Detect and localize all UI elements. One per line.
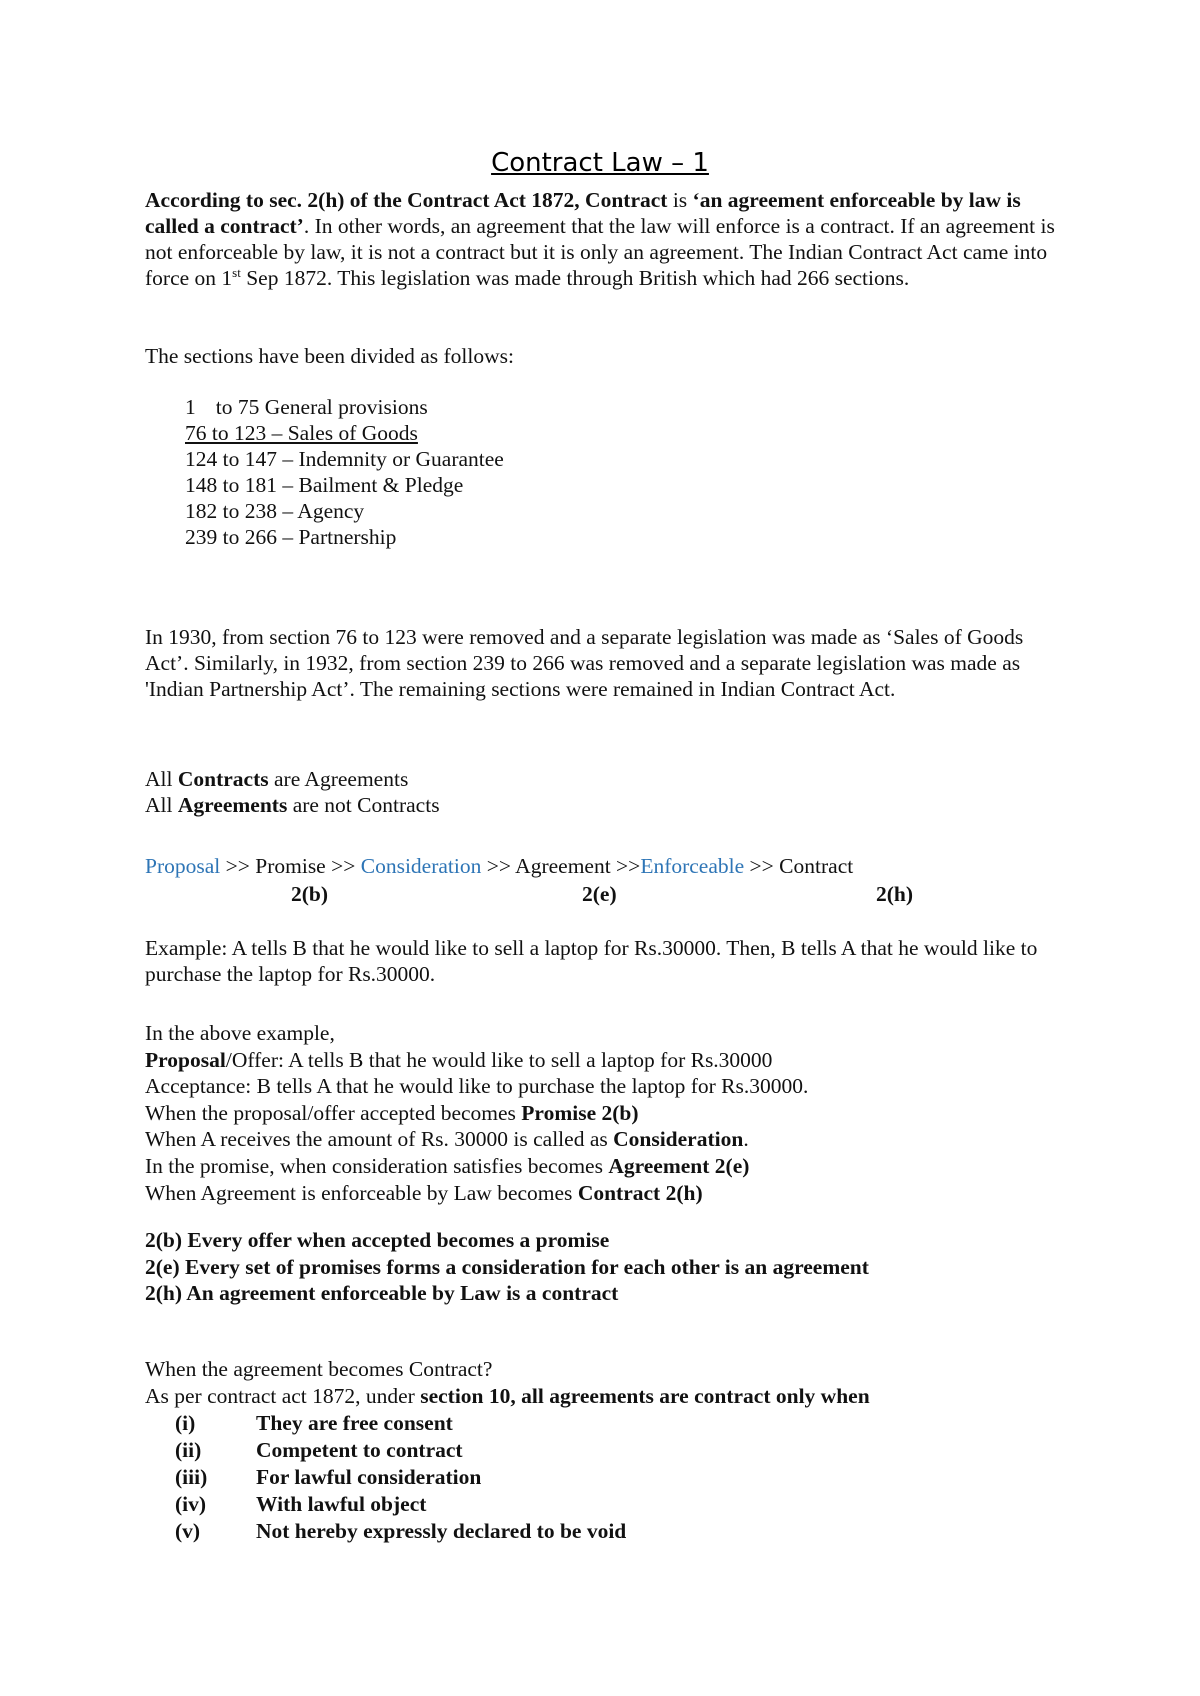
flow-sections	[0, 880, 1200, 908]
flow-proposal: Proposal	[145, 854, 221, 878]
intro-bold-1: According to sec. 2(h) of the Contract Act 1872, Contract	[145, 188, 668, 212]
flow-consideration: Consideration	[360, 854, 482, 878]
consideration-line	[145, 1126, 1065, 1153]
list-item: 182 to 238 – Agency	[185, 499, 365, 523]
list-item	[145, 1518, 1065, 1545]
condition-text: For lawful consideration	[256, 1465, 482, 1489]
all-agreements-post: are not Contracts	[287, 793, 440, 817]
all-agreements-bold: Agreements	[177, 793, 288, 817]
list-item: 148 to 181 – Bailment & Pledge	[185, 473, 464, 497]
promise-bold: Promise 2(b)	[521, 1100, 639, 1125]
condition-num: (iii)	[175, 1465, 208, 1489]
definition-2b: 2(b) Every offer when accepted becomes a promise	[145, 1228, 610, 1252]
flow-sep-3: >> Contract	[744, 854, 854, 878]
contract-flow	[145, 852, 1065, 880]
all-agreements-line	[145, 792, 1065, 818]
agreement-text: In the promise, when consideration satisfies becomes	[145, 1153, 609, 1178]
list-item	[185, 394, 1105, 420]
definition-2h: 2(h) An agreement enforceable by Law is a contract	[145, 1281, 619, 1306]
definition-2e: 2(e) Every set of promises forms a consideration for each other is an agreement	[145, 1254, 869, 1279]
condition-text: With lawful object	[256, 1492, 427, 1516]
proposal-line	[145, 1047, 1065, 1074]
consideration-end: .	[743, 1127, 749, 1152]
section-10	[145, 1356, 1065, 1545]
flow-section-b: 2(b)	[291, 882, 329, 906]
condition-num: (v)	[175, 1519, 201, 1543]
promise-line	[145, 1100, 1065, 1127]
all-contracts-pre: All	[145, 767, 178, 791]
page-title: Contract Law – 1	[491, 148, 709, 178]
example-paragraph: Example: A tells B that he would like to sell a laptop for Rs.30000. Then, B tells A that he would like to purchase the laptop for Rs.30000.	[145, 936, 1038, 986]
section-10-pre: As per contract act 1872, under	[145, 1384, 421, 1408]
list-item	[145, 1410, 1065, 1437]
consideration-bold: Consideration	[613, 1127, 744, 1152]
list-item	[145, 1464, 1065, 1491]
condition-text: Not hereby expressly declared to be void	[256, 1519, 627, 1543]
agreement-line	[145, 1153, 1065, 1180]
flow-section-h: 2(h)	[876, 882, 914, 906]
sections-list	[185, 394, 1105, 550]
intro-paragraph	[145, 187, 1060, 291]
list-item: 124 to 147 – Indemnity or Guarantee	[185, 447, 504, 471]
section-1-text: to 75 General provisions	[215, 395, 428, 419]
all-contracts-line	[145, 766, 1065, 792]
intro-definition: ‘an agreement enforceable by law is called a contract’	[145, 188, 1021, 238]
intro-text-2: . In other words, an agreement that the law will enforce is a contract. If an agreement is not enforceable by law, it is not a contract but it is only an agreement. The Indian Contract Act came into force on 1	[145, 214, 1055, 290]
list-item: 239 to 266 – Partnership	[185, 525, 397, 549]
condition-text: They are free consent	[256, 1411, 453, 1435]
section-10-bold: section 10, all agreements are contract only when	[420, 1384, 870, 1408]
section-1-num: 1	[185, 395, 196, 419]
all-contracts-bold: Contracts	[177, 767, 269, 791]
list-item	[145, 1437, 1065, 1464]
above-example	[145, 1020, 1065, 1206]
contract-bold: Contract 2(h)	[577, 1180, 703, 1205]
list-item: 76 to 123 – Sales of Goods	[185, 421, 418, 445]
conditions-list	[145, 1410, 1065, 1545]
contract-line	[145, 1180, 1065, 1207]
promise-text: When the proposal/offer accepted becomes	[145, 1100, 522, 1125]
condition-num: (i)	[175, 1411, 196, 1435]
proposal-text: /Offer: A tells B that he would like to sell a laptop for Rs.30000	[225, 1047, 773, 1072]
flow-sep-1: >> Promise >>	[220, 854, 361, 878]
list-item	[145, 1491, 1065, 1518]
agreement-bold: Agreement 2(e)	[608, 1153, 750, 1178]
all-agreements-pre: All	[145, 793, 178, 817]
contract-text: When Agreement is enforceable by Law becomes	[145, 1180, 578, 1205]
history-paragraph: In 1930, from section 76 to 123 were removed and a separate legislation was made as ‘Sales of Goods Act’. Similarly, in 1932, from section 239 to 266 was removed and a separate legislation was made as 'Indian Partnership Act’. The remaining sections were remained in Indian Contract Act.	[145, 625, 1024, 701]
consideration-text: When A receives the amount of Rs. 30000 is called as	[145, 1127, 614, 1152]
intro-text-3: Sep 1872. This legislation was made through British which had 266 sections.	[240, 266, 910, 290]
sections-intro: The sections have been divided as follows:	[145, 344, 514, 368]
condition-num: (ii)	[175, 1438, 202, 1462]
contracts-vs-agreements	[145, 766, 1065, 818]
definitions	[145, 1227, 1065, 1307]
condition-num: (iv)	[175, 1492, 207, 1516]
all-contracts-post: are Agreements	[268, 767, 409, 791]
flow-line	[145, 852, 1065, 880]
intro-sup: st	[232, 264, 241, 280]
proposal-bold: Proposal	[145, 1047, 226, 1072]
section-10-question: When the agreement becomes Contract?	[145, 1357, 493, 1381]
flow-enforceable: Enforceable	[640, 854, 745, 878]
acceptance-line: Acceptance: B tells A that he would like to purchase the laptop for Rs.30000.	[145, 1074, 809, 1099]
section-10-statement	[145, 1383, 1065, 1410]
condition-text: Competent to contract	[256, 1438, 463, 1462]
intro-text-1: is	[667, 188, 693, 212]
above-intro: In the above example,	[145, 1021, 335, 1045]
flow-sep-2: >> Agreement >>	[481, 854, 641, 878]
flow-section-e: 2(e)	[582, 882, 617, 906]
